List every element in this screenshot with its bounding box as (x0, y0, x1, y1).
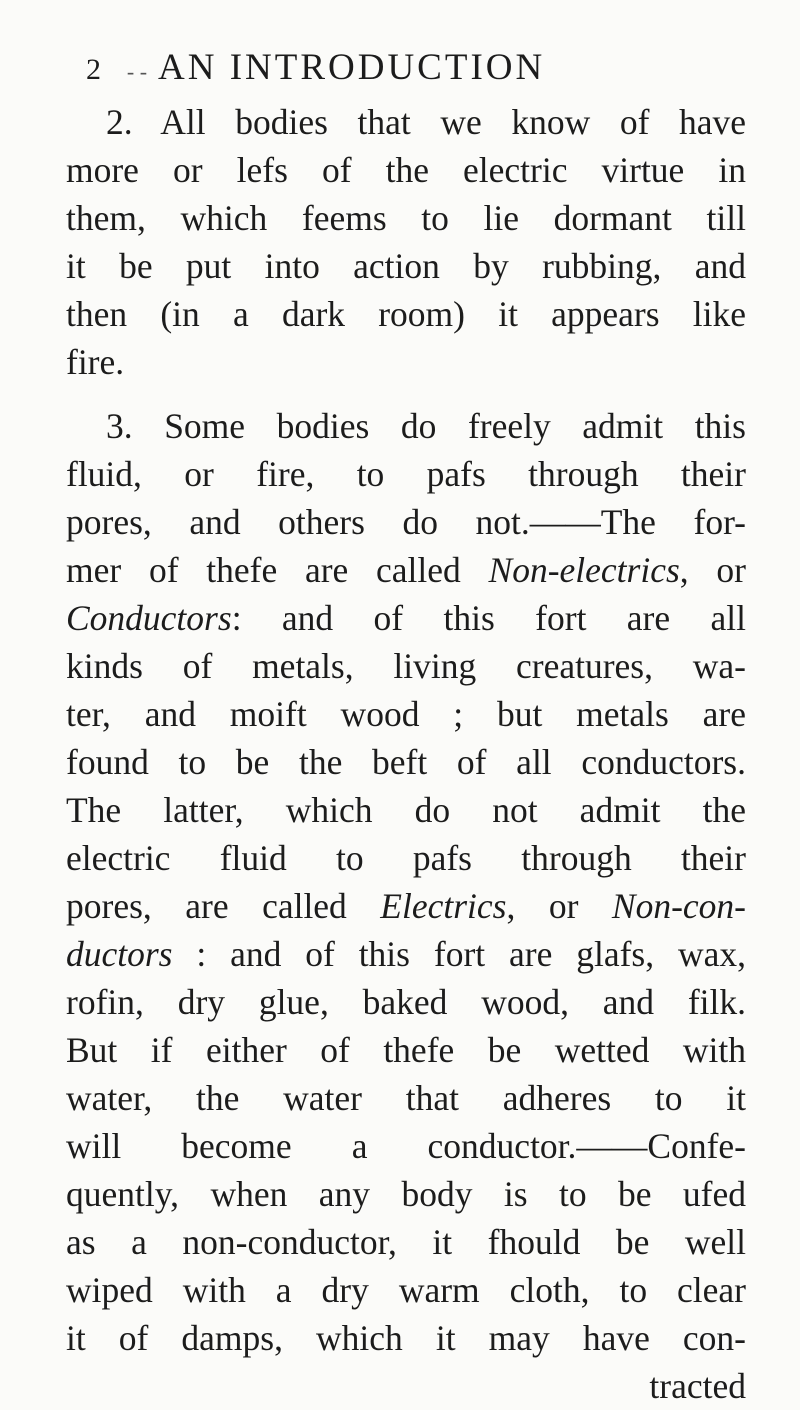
text-line (66, 930, 746, 978)
text-run: : and of this fort are all (231, 598, 746, 638)
text-line: rofin, dry glue, baked wood, and filk. (66, 982, 746, 1022)
text-run: pores, are called (66, 886, 381, 926)
text-line: kinds of metals, living creatures, wa- (66, 646, 746, 686)
text-run: : and of this fort are glafs, wax, (172, 934, 746, 974)
paragraph-2 (66, 98, 746, 386)
text-line: pores, and others do not.——The for- (66, 502, 746, 542)
text-line: 3. Some bodies do freely admit this (106, 406, 746, 446)
running-head-separator: - - (126, 59, 148, 84)
text-line (66, 594, 746, 642)
text-line: fluid, or fire, to pafs through their (66, 454, 746, 494)
body-text (66, 98, 746, 1410)
catchword: tracted (649, 1366, 746, 1406)
text-line: 2. All bodies that we know of have (106, 102, 746, 142)
text-line: The latter, which do not admit the (66, 790, 746, 830)
text-run: , or (506, 886, 612, 926)
text-line: more or lefs of the electric virtue in (66, 150, 746, 190)
text-line: it of damps, which it may have con- (66, 1318, 746, 1358)
paragraph-spacer (66, 386, 746, 402)
text-line: will become a conductor.——Confe- (66, 1126, 746, 1166)
paragraph-3 (66, 402, 746, 1410)
text-line: quently, when any body is to be ufed (66, 1174, 746, 1214)
italic-term: Conductors (66, 598, 232, 638)
page-number: 2 (86, 53, 101, 86)
italic-term: Non-electrics (488, 550, 680, 590)
text-line: it be put into action by rubbing, and (66, 246, 746, 286)
text-line: then (in a dark room) it appears like (66, 294, 746, 334)
text-line (66, 882, 746, 930)
text-line: water, the water that adheres to it (66, 1078, 746, 1118)
text-line: ter, and moift wood ; but metals are (66, 694, 746, 734)
italic-term: ductors (66, 934, 173, 974)
running-head (86, 44, 545, 92)
text-line: electric fluid to pafs through their (66, 838, 746, 878)
text-run: mer of thefe are called (66, 550, 489, 590)
text-line: found to be the beft of all conductors. (66, 742, 746, 782)
text-run: , or (679, 550, 746, 590)
text-line: them, which feems to lie dormant till (66, 198, 746, 238)
text-line (66, 546, 746, 594)
text-line: as a non-conductor, it fhould be well (66, 1222, 746, 1262)
italic-term: Electrics (380, 886, 507, 926)
text-line: fire. (66, 342, 125, 382)
italic-term: Non-con- (611, 886, 746, 926)
running-head-title: AN INTRODUCTION (158, 47, 546, 88)
text-line: wiped with a dry warm cloth, to clear (66, 1270, 746, 1310)
text-line: But if either of thefe be wetted with (66, 1030, 746, 1070)
